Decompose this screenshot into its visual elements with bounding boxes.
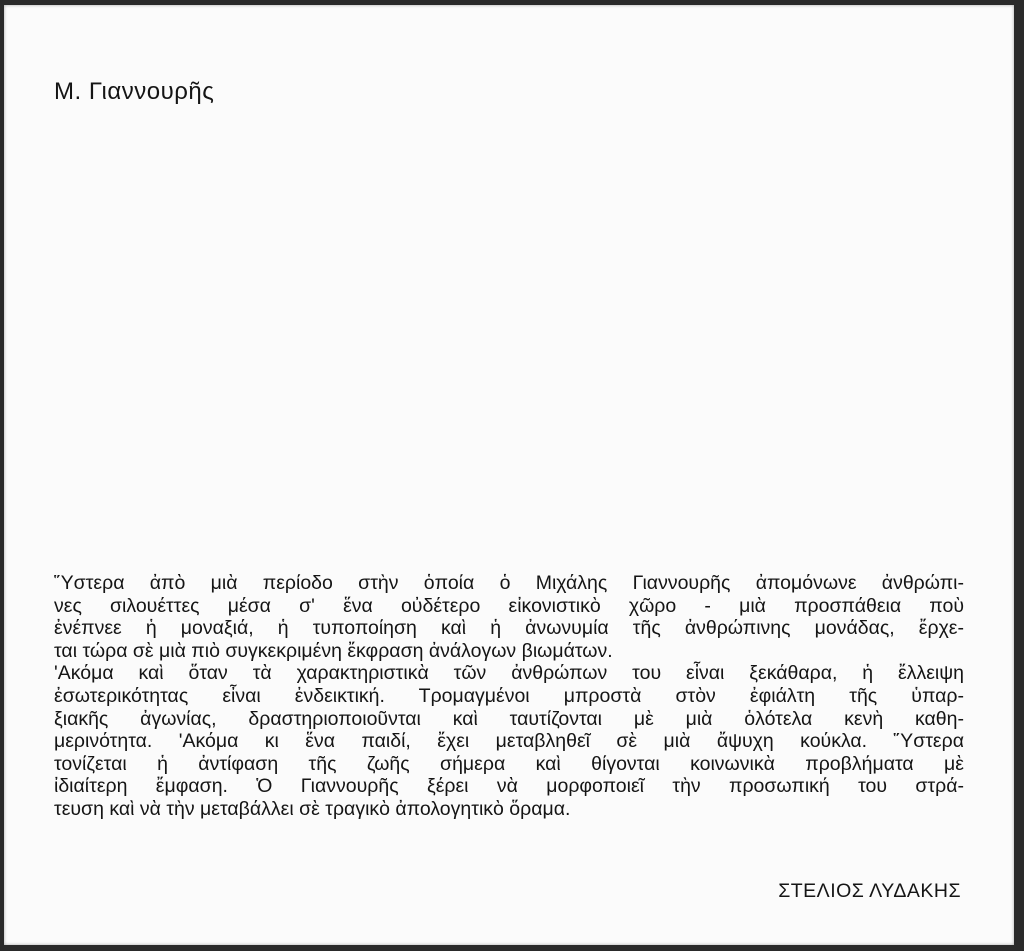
essay-text: [54, 572, 964, 821]
text-line: 'Ακόμα καὶ ὅταν τὰ χαρακτηριστικὰ τῶν ἀνθρώπων του εἶναι ξεκάθαρα, ἡ ἔλλειψη: [54, 662, 964, 685]
text-line: Ὕστερα ἀπὸ μιὰ περίοδο στὴν ὁποία ὁ Μιχάλης Γιαννουρῆς ἀπομόνωνε ἀνθρώπι-: [54, 572, 964, 594]
text-line: τευση καὶ νὰ τὴν μεταβάλλει σὲ τραγικὸ ἀπολογητικὸ ὅραμα.: [54, 797, 571, 820]
text-line: ξιακῆς ἀγωνίας, δραστηριοποιοῦνται καὶ ταυτίζονται μὲ μιὰ ὁλότελα κενὴ καθη-: [54, 707, 964, 730]
text-line: τονίζεται ἡ ἀντίφαση τῆς ζωῆς σήμερα καὶ θίγονται κοινωνικὰ προβλήματα μὲ: [54, 752, 964, 775]
paragraph: [54, 662, 964, 820]
paragraph: [54, 572, 964, 662]
author-name: Μ. Γιαννουρῆς: [54, 78, 215, 105]
text-line: νες σιλουέττες μέσα σ' ἕνα οὐδέτερο εἰκονιστικὸ χῶρο - μιὰ προσπάθεια ποὺ: [54, 594, 964, 617]
text-line: ἐνέπνεε ἡ μοναξιά, ἡ τυποποίηση καὶ ἡ ἀνωνυμία τῆς ἀνθρώπινης μονάδας, ἔρχε-: [54, 617, 964, 640]
text-line: ται τώρα σὲ μιὰ πιὸ συγκεκριμένη ἔκφραση ἀνάλογων βιωμάτων.: [54, 639, 613, 662]
text-line: ἐσωτερικότητας εἶναι ἐνδεικτική. Τρομαγμένοι μπροστὰ στὸν ἐφιάλτη τῆς ὑπαρ-: [54, 684, 964, 707]
signature: ΣΤΕΛΙΟΣ ΛΥΔΑΚΗΣ: [778, 880, 961, 902]
text-line: ἰδιαίτερη ἔμφαση. Ὁ Γιαννουρῆς ξέρει νὰ μορφοποιεῖ τὴν προσωπική του στρά-: [54, 775, 964, 798]
document-page: [4, 5, 1014, 945]
text-line: μερινότητα. 'Ακόμα κι ἕνα παιδί, ἔχει μεταβληθεῖ σὲ μιὰ ἄψυχη κούκλα. Ὕστερα: [54, 730, 964, 753]
